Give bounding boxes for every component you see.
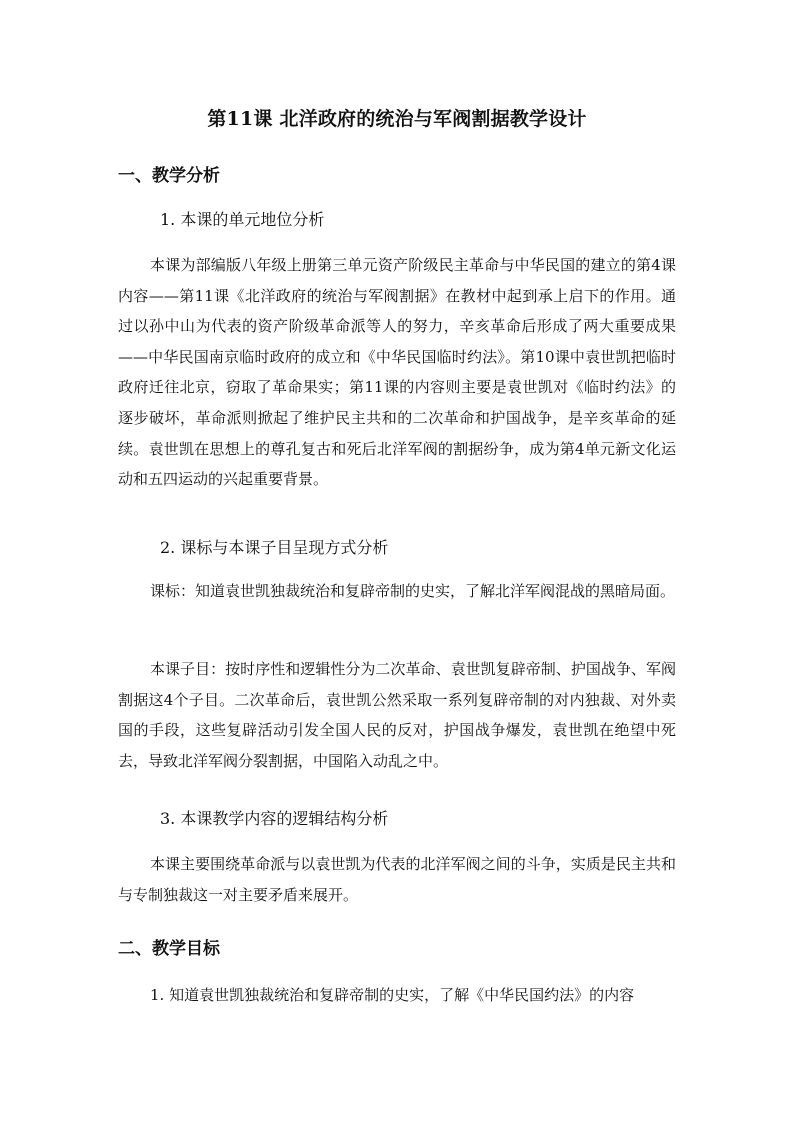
subsection-heading-logic-structure: 3. 本课教学内容的逻辑结构分析 [160,809,389,828]
paragraph-unit-position: 本课为部编版八年级上册第三单元资产阶级民主革命与中华民国的建立的第4课内容——第11课《北洋政府的统治与军阀割据》在教材中起到承上启下的作用。通过以孙中山为代表的资产阶级革命派等人的努力，辛亥革命后形成了两大重要成果——中华民国南京临时政府的成立和《中华民国临时约法》。第10课中袁世凯把临时政府迁往北京，窃取了革命果实；第11课的内容则主要是袁世凯对《临时约法》的逐步破坏，革命派则掀起了维护民主共和的二次革命和护国战争，是辛亥革命的延续。袁世凯在思想上的尊孔复古和死后北洋军阀的割据纷争，成为第4单元新文化运动和五四运动的兴起重要背景。 [118,256,676,489]
paragraph-logic-structure: 本课主要围绕革命派与以袁世凯为代表的北洋军阀之间的斗争，实质是民主共和与专制独裁这一对主要矛盾来展开。 [118,855,676,904]
objective-item-1: 1. 知道袁世凯独裁统治和复辟帝制的史实，了解《中华民国约法》的内容 [150,986,635,1004]
paragraph-lesson-subsections: 本课子目：按时序性和逻辑性分为二次革命、袁世凯复辟帝制、护国战争、军阀割据这4个子目。二次革命后，袁世凯公然采取一系列复辟帝制的对内独裁、对外卖国的手段，这些复辟活动引发全国人民的反对，护国战争爆发，袁世凯在绝望中死去，导致北洋军阀分裂割据，中国陷入动乱之中。 [118,660,676,770]
section-heading-analysis: 一、教学分析 [118,166,220,186]
subsection-heading-unit-position: 1. 本课的单元地位分析 [160,210,325,229]
page-title: 第11课 北洋政府的统治与军阀割据教学设计 [207,108,587,130]
section-heading-objectives: 二、教学目标 [118,939,220,959]
paragraph-curriculum-standard: 课标：知道袁世凯独裁统治和复辟帝制的史实，了解北洋军阀混战的黑暗局面。 [150,582,676,600]
subsection-heading-curriculum-standard: 2. 课标与本课子目呈现方式分析 [160,538,389,557]
